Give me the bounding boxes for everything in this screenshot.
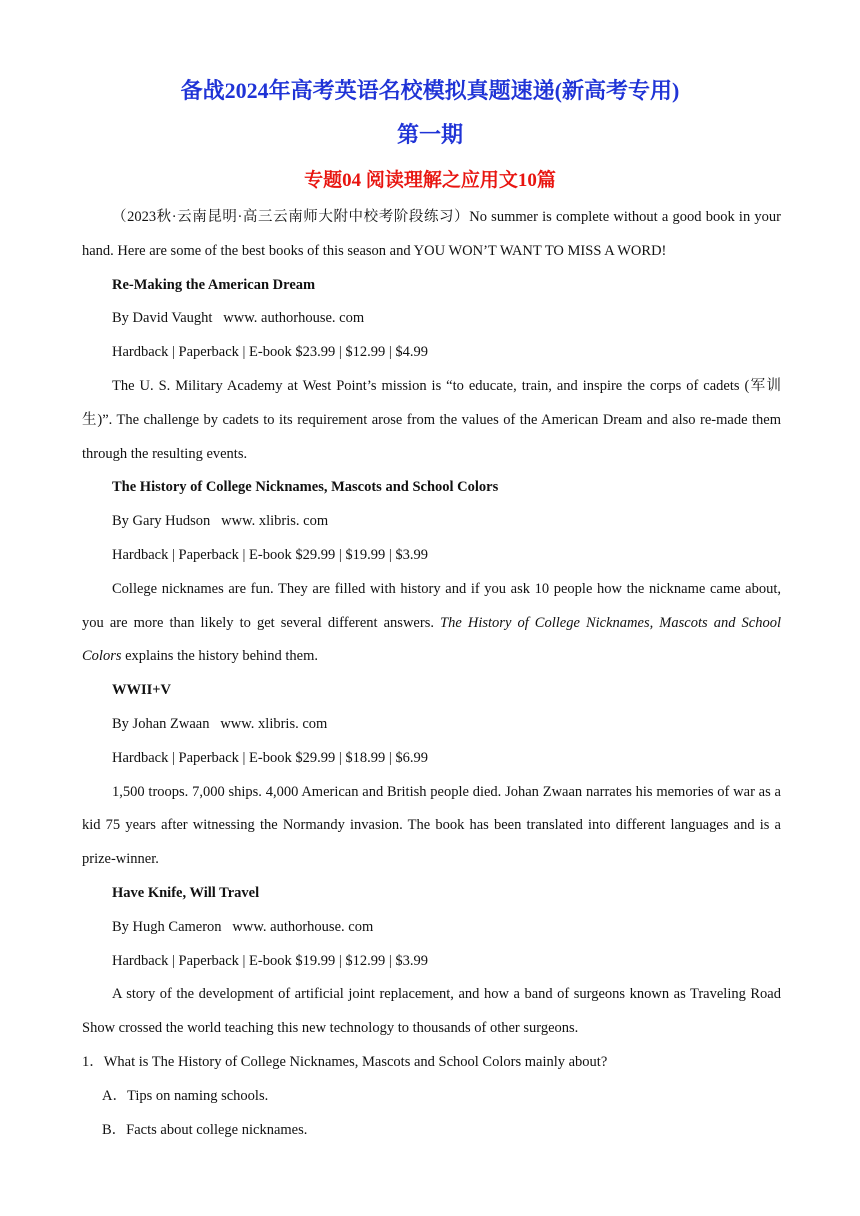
- article-body: [82, 201, 781, 1147]
- book-4-description: A story of the development of artificial joint replacement, and how a band of surgeons known as Traveling Road Show crossed the world teaching this new technology to thousands of other surgeons.: [82, 986, 781, 1037]
- document-title: 备战2024年高考英语名校模拟真题速递(新高考专用): [180, 78, 680, 103]
- book-1-byline: By David Vaught www. authorhouse. com: [112, 310, 365, 327]
- question-stem: 1．What is The History of College Nicknames, Mascots and School Colors mainly about?: [82, 1053, 608, 1070]
- book-1-description: The U. S. Military Academy at West Point’s mission is “to educate, train, and inspire the corps of cadets (军训生)”. The challenge by cadets to its requirement arose from the values of the American Dream and also re-made them through the resulting events.: [82, 377, 781, 462]
- option-b: B．Facts about college nicknames.: [102, 1121, 308, 1138]
- book-2-desc-end: explains the history behind them.: [121, 648, 319, 665]
- intro-source: （2023秋·云南昆明·高三云南师大附中校考阶段练习）: [112, 209, 470, 225]
- book-1-title: Re-Making the American Dream: [112, 276, 316, 293]
- book-2-title: The History of College Nicknames, Mascots and School Colors: [112, 479, 499, 496]
- intro-text: No summer is complete without a good book in your hand. Here are some of the best books of this season and YOU WON’T WANT TO MISS A WORD!: [82, 209, 782, 259]
- book-4-byline: By Hugh Cameron www. authorhouse. com: [112, 918, 374, 935]
- book-2-prices: Hardback | Paperback | E-book $29.99 | $19.99 | $3.99: [112, 546, 429, 563]
- book-3-description: 1,500 troops. 7,000 ships. 4,000 American and British people died. Johan Zwaan narrates his memories of war as a kid 75 years after witnessing the Normandy invasion. The book has been translated into different languages and is a prize-winner.: [82, 783, 781, 868]
- issue-label: 第一期: [396, 122, 463, 147]
- topic-heading: 专题04 阅读理解之应用文10篇: [304, 170, 556, 191]
- book-2-byline: By Gary Hudson www. xlibris. com: [112, 513, 329, 530]
- book-3-prices: Hardback | Paperback | E-book $29.99 | $18.99 | $6.99: [112, 749, 429, 766]
- intro-paragraph: [82, 201, 781, 269]
- book-2-desc-text: College nicknames are fun. They are filled with history and if you ask 10 people how the nickname came about, you are more than likely to get several different answers.: [82, 580, 781, 631]
- book-4-title: Have Knife, Will Travel: [112, 884, 260, 901]
- book-2-description: [82, 573, 781, 674]
- option-a: A．Tips on naming schools.: [102, 1087, 269, 1104]
- book-1-prices: Hardback | Paperback | E-book $23.99 | $12.99 | $4.99: [112, 344, 429, 361]
- book-3-title: WWII+V: [112, 682, 172, 699]
- book-3-byline: By Johan Zwaan www. xlibris. com: [112, 715, 328, 732]
- book-2-desc-italic-title: The History of College Nicknames, Mascots and School Colors: [82, 614, 782, 665]
- book-4-prices: Hardback | Paperback | E-book $19.99 | $12.99 | $3.99: [112, 952, 429, 969]
